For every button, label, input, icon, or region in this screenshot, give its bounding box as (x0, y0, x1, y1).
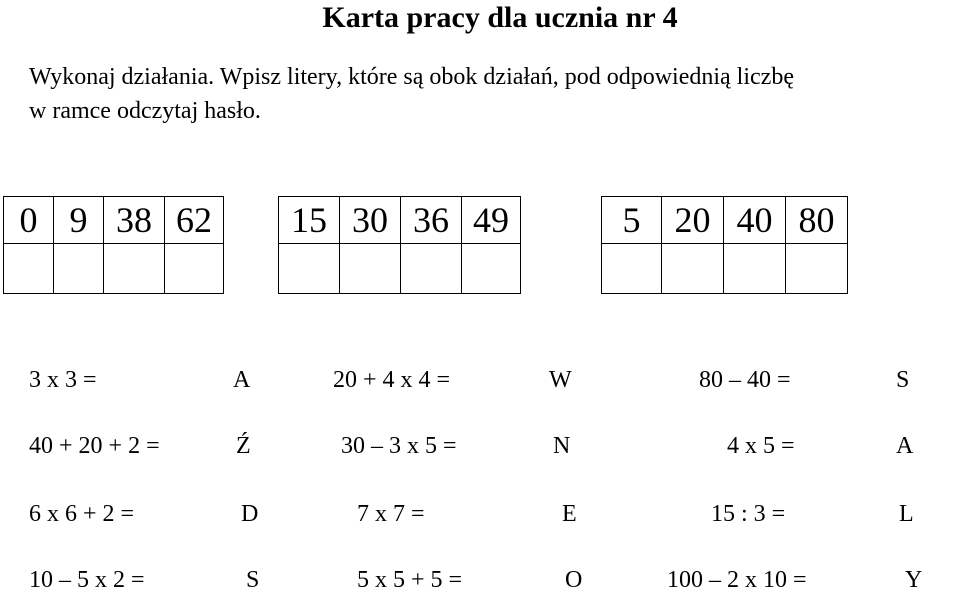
grid-number-cell: 15 (279, 197, 340, 244)
task-expression: 6 x 6 + 2 = (29, 501, 135, 527)
task-letter: O (565, 567, 583, 593)
instruction-line-2: w ramce odczytaj hasło. (29, 98, 261, 124)
task-expression: 100 – 2 x 10 = (667, 567, 807, 593)
grid-answer-row (602, 244, 848, 294)
task-letter: S (896, 367, 910, 393)
task-expression: 40 + 20 + 2 = (29, 433, 160, 459)
grid-number-cell: 49 (462, 197, 521, 244)
grid-number-cell: 0 (4, 197, 54, 244)
grid-answer-row (279, 244, 521, 294)
grid-answer-cell[interactable] (165, 244, 224, 294)
grid-number-cell: 9 (54, 197, 104, 244)
grid-number-cell: 80 (786, 197, 848, 244)
task-expression: 20 + 4 x 4 = (333, 367, 451, 393)
grid-answer-cell[interactable] (104, 244, 165, 294)
grid-answer-cell[interactable] (786, 244, 848, 294)
task-letter: A (896, 433, 914, 459)
grid-number-cell: 36 (401, 197, 462, 244)
worksheet-title: Karta pracy dla ucznia nr 4 (322, 1, 678, 34)
task-letter: Y (905, 567, 923, 593)
grid-number-cell: 20 (662, 197, 724, 244)
grid-number-cell: 30 (340, 197, 401, 244)
grid-answer-cell[interactable] (340, 244, 401, 294)
grid-number-cell: 5 (602, 197, 662, 244)
task-expression: 15 : 3 = (711, 501, 786, 527)
grid-answer-cell[interactable] (4, 244, 54, 294)
task-letter: D (241, 501, 259, 527)
instruction-line-1: Wykonaj działania. Wpisz litery, które są obok działań, pod odpowiednią liczbę (29, 64, 794, 90)
grid-number-row (602, 197, 848, 244)
grid-number-cell: 40 (724, 197, 786, 244)
grid-answer-cell[interactable] (662, 244, 724, 294)
task-letter: W (549, 367, 572, 393)
grid-answer-cell[interactable] (602, 244, 662, 294)
task-expression: 5 x 5 + 5 = (357, 567, 463, 593)
grid-answer-cell[interactable] (462, 244, 521, 294)
password-grid-2 (278, 196, 521, 294)
task-letter: Ź (236, 433, 251, 459)
task-expression: 80 – 40 = (699, 367, 791, 393)
task-letter: L (899, 501, 914, 527)
task-letter: N (553, 433, 571, 459)
grid-number-row (4, 197, 224, 244)
grid-number-cell: 38 (104, 197, 165, 244)
task-letter: A (233, 367, 251, 393)
task-expression: 3 x 3 = (29, 367, 97, 393)
password-grid-3 (601, 196, 848, 294)
grid-answer-row (4, 244, 224, 294)
task-expression: 30 – 3 x 5 = (341, 433, 457, 459)
task-letter: E (562, 501, 577, 527)
grid-answer-cell[interactable] (401, 244, 462, 294)
task-expression: 7 x 7 = (357, 501, 425, 527)
task-letter: S (246, 567, 260, 593)
password-grid-1 (3, 196, 224, 294)
grid-number-row (279, 197, 521, 244)
grid-number-cell: 62 (165, 197, 224, 244)
task-expression: 10 – 5 x 2 = (29, 567, 145, 593)
grid-answer-cell[interactable] (279, 244, 340, 294)
grid-answer-cell[interactable] (724, 244, 786, 294)
task-expression: 4 x 5 = (727, 433, 795, 459)
grid-answer-cell[interactable] (54, 244, 104, 294)
